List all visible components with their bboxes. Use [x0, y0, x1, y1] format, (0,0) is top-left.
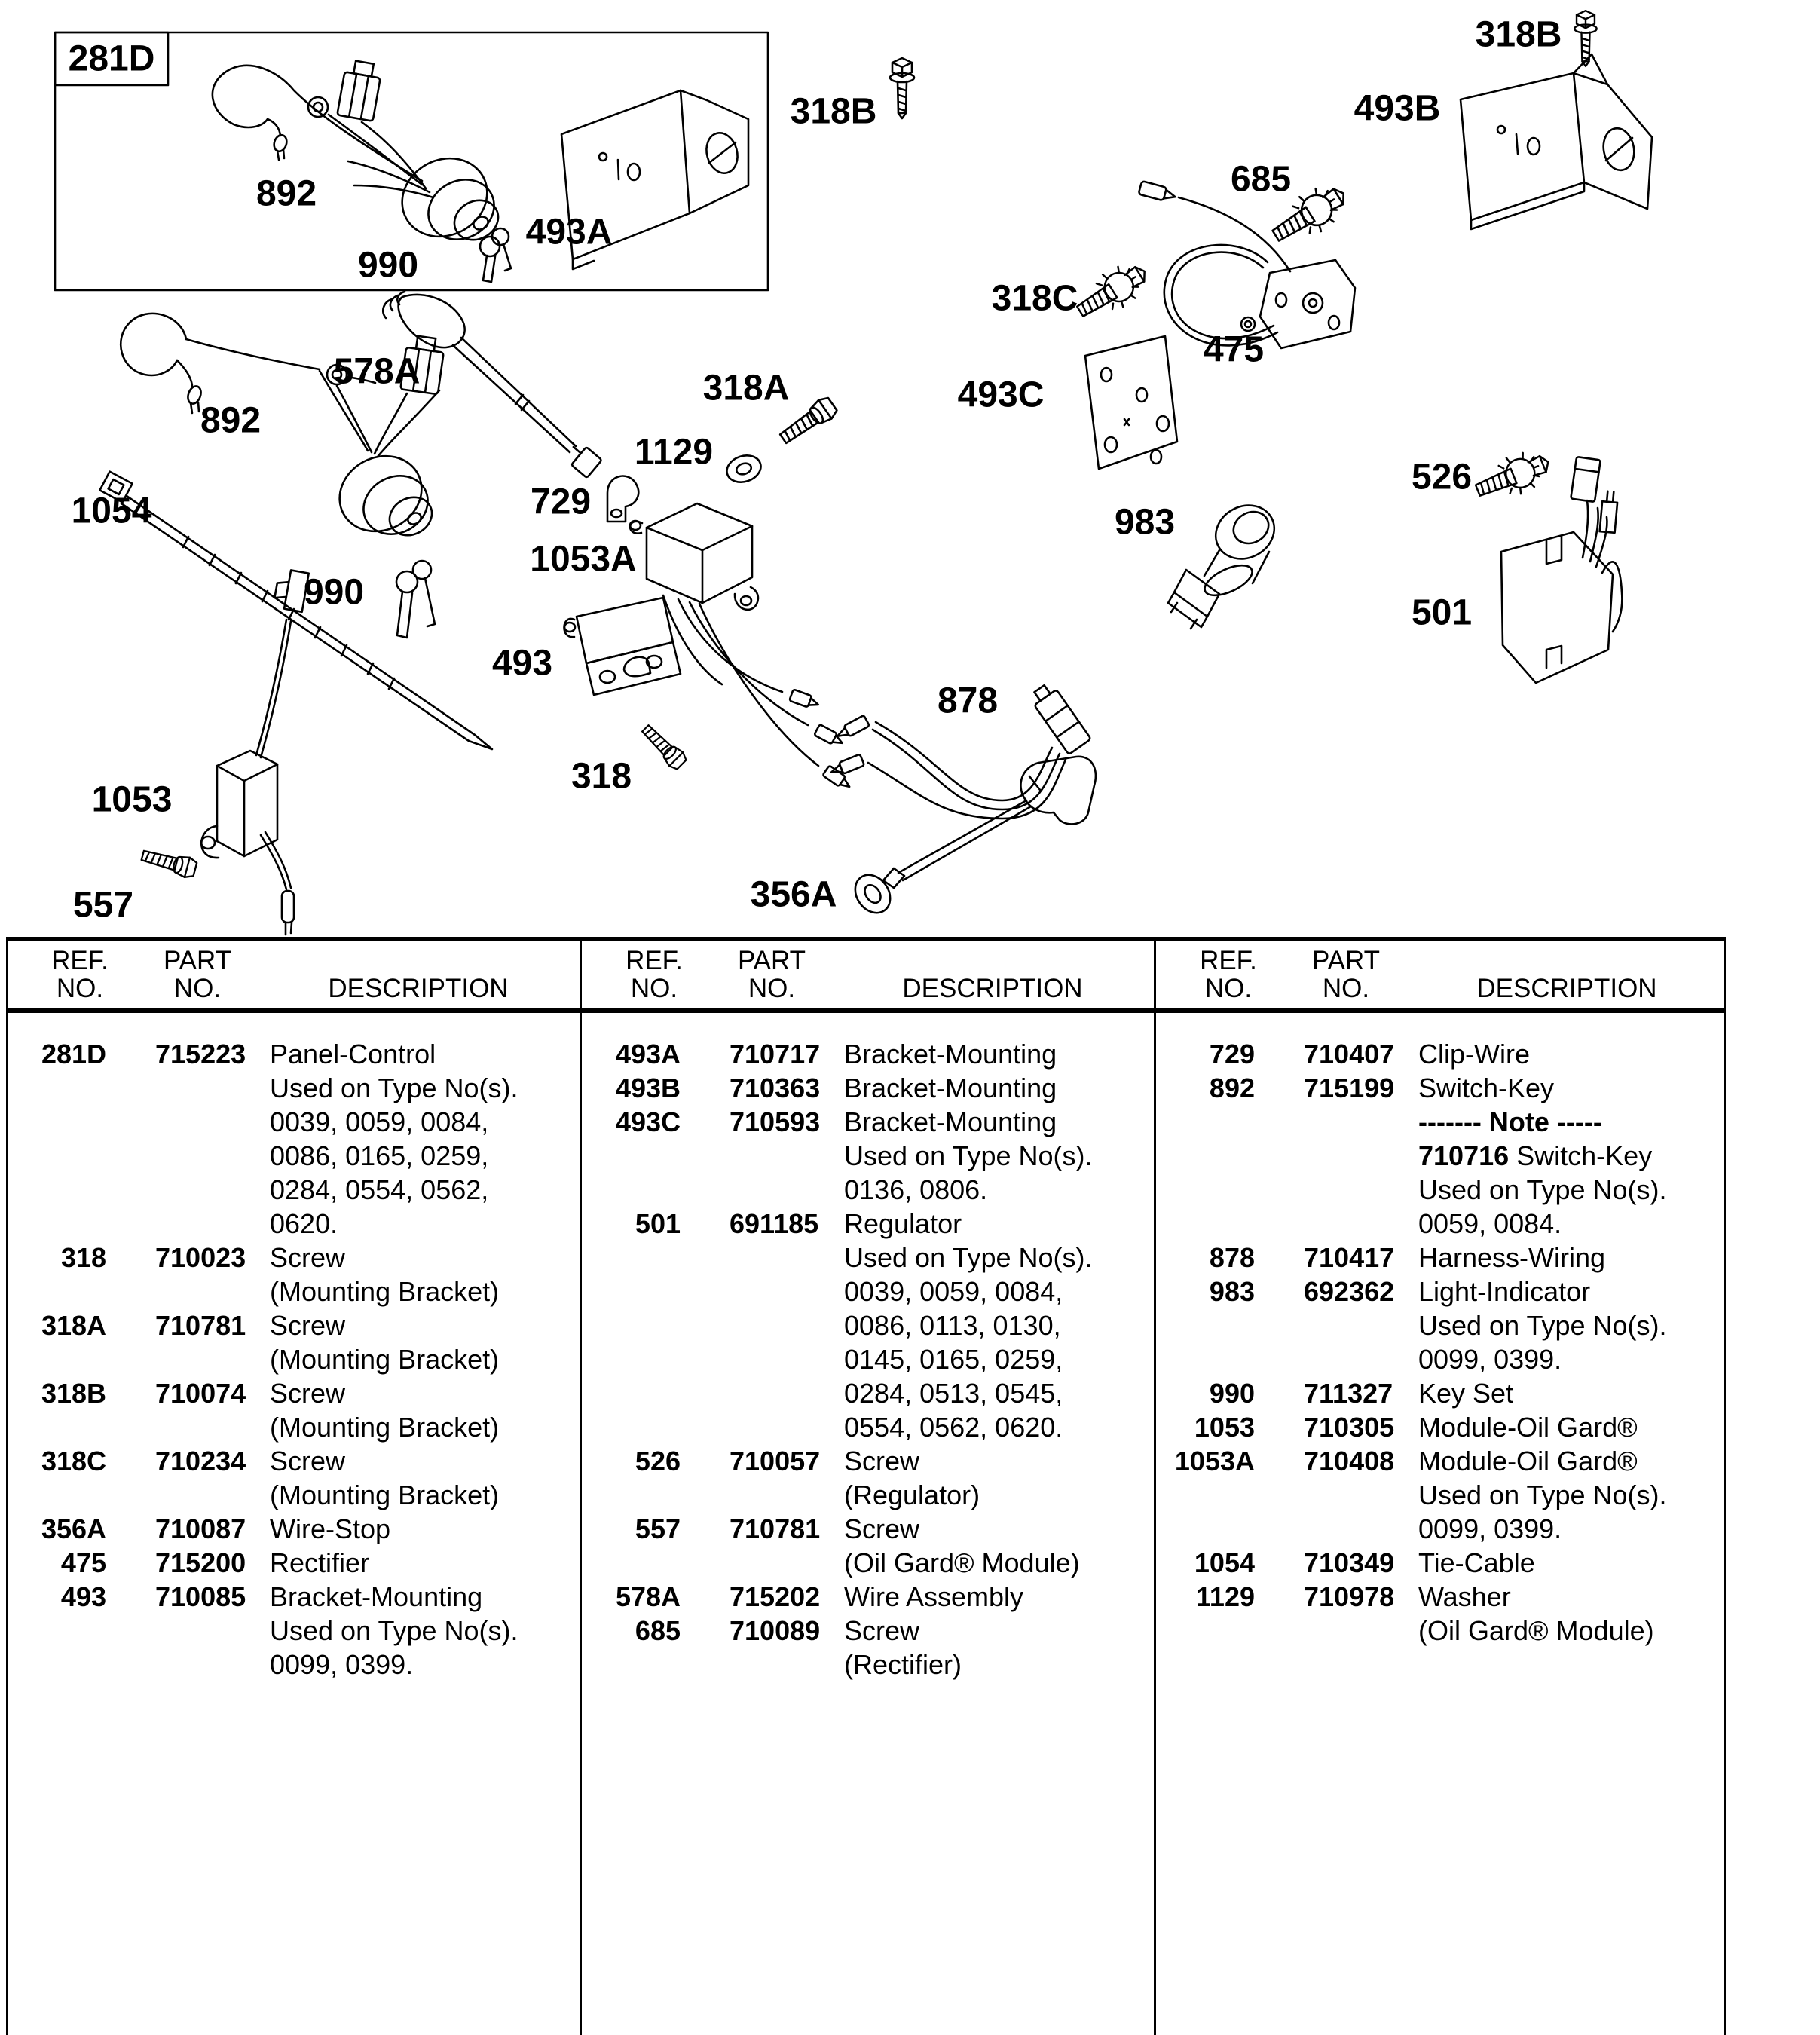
- bracket-mounting-493C-illustration: [1085, 336, 1177, 469]
- table-row: ------- Note -----: [1418, 1106, 1602, 1137]
- clip-wire-729-illustration: [607, 476, 638, 522]
- callout-475: 475: [1203, 329, 1265, 370]
- exploded-parts-illustration: [0, 0, 1820, 942]
- table-row: Used on Type No(s).: [1418, 1480, 1667, 1510]
- table-row: Used on Type No(s).: [1418, 1174, 1667, 1205]
- table-row: (Mounting Bracket): [270, 1412, 500, 1443]
- table-row: 0145, 0165, 0259,: [844, 1344, 1063, 1375]
- table-top-rule: [6, 937, 1726, 941]
- module-oil-gard-1053-illustration: [201, 568, 309, 935]
- table-header-rule: [6, 1008, 1726, 1013]
- callout-1054: 1054: [71, 491, 152, 531]
- table-row: 0136, 0806.: [844, 1174, 988, 1205]
- callout-578A: 578A: [333, 351, 421, 392]
- table-row: 0554, 0562, 0620.: [844, 1412, 1063, 1443]
- table-row: (Oil Gard® Module): [1418, 1615, 1654, 1646]
- table-row: 501 691185 Regulator: [635, 1208, 962, 1239]
- header-description-3: DESCRIPTION: [1476, 974, 1657, 1003]
- table-row: 1053A 710408 Module-Oil Gard®: [1174, 1446, 1638, 1477]
- table-row: 0099, 0399.: [1418, 1513, 1562, 1544]
- table-row: 0620.: [270, 1208, 338, 1239]
- table-row: 557 710781 Screw: [635, 1513, 920, 1544]
- header-ref-no-3: REF. NO.: [1200, 946, 1257, 1003]
- table-row: (Regulator): [844, 1480, 980, 1510]
- table-row: 578A 715202 Wire Assembly: [615, 1581, 1024, 1612]
- table-row: 0039, 0059, 0084,: [270, 1106, 489, 1137]
- table-row: 493C 710593 Bracket-Mounting: [615, 1106, 1057, 1137]
- table-row: 1053 710305 Module-Oil Gard®: [1194, 1412, 1638, 1443]
- header-ref-no-2: REF. NO.: [626, 946, 683, 1003]
- header-description-1: DESCRIPTION: [328, 974, 509, 1003]
- table-row: 892 715199 Switch-Key: [1209, 1073, 1555, 1103]
- header-part-no-1: PART NO.: [163, 946, 232, 1003]
- table-row: 878 710417 Harness-Wiring: [1209, 1242, 1606, 1273]
- table-row: (Mounting Bracket): [270, 1276, 500, 1307]
- callout-318A: 318A: [702, 368, 790, 409]
- table-row: 356A 710087 Wire-Stop: [41, 1513, 391, 1544]
- table-row: Used on Type No(s).: [1418, 1310, 1667, 1341]
- callout-983: 983: [1114, 502, 1176, 543]
- callout-493A: 493A: [525, 212, 613, 252]
- screw-557-illustration: [140, 846, 198, 880]
- callout-685: 685: [1230, 159, 1292, 200]
- table-row: Used on Type No(s).: [270, 1073, 518, 1103]
- table-row: 318B 710074 Screw: [41, 1378, 346, 1409]
- screw-318C-illustration: [1070, 255, 1155, 328]
- table-row: 0284, 0554, 0562,: [270, 1174, 489, 1205]
- table-row: 0086, 0165, 0259,: [270, 1140, 489, 1171]
- table-row: 710716 Switch-Key: [1418, 1140, 1653, 1171]
- table-row: 0059, 0084.: [1418, 1208, 1562, 1239]
- table-row: (Mounting Bracket): [270, 1344, 500, 1375]
- table-row: 1054 710349 Tie-Cable: [1194, 1547, 1535, 1578]
- table-row: 0086, 0113, 0130,: [844, 1310, 1061, 1341]
- table-row: 526 710057 Screw: [635, 1446, 920, 1477]
- screw-526-illustration: [1470, 444, 1555, 508]
- callout-493B: 493B: [1354, 88, 1441, 129]
- table-row: 318A 710781 Screw: [41, 1310, 346, 1341]
- callout-356A: 356A: [750, 874, 837, 915]
- callout-318B-left: 318B: [790, 91, 877, 132]
- table-row: 729 710407 Clip-Wire: [1209, 1039, 1530, 1070]
- table-row: 983 692362 Light-Indicator: [1209, 1276, 1591, 1307]
- callout-557: 557: [72, 885, 134, 926]
- table-row: 318 710023 Screw: [60, 1242, 346, 1273]
- table-row: 990 711327 Key Set: [1209, 1378, 1514, 1409]
- bracket-mounting-493B-illustration: [1461, 54, 1652, 229]
- table-row: 685 710089 Screw: [635, 1615, 920, 1646]
- callout-318C: 318C: [991, 278, 1078, 319]
- table-row: 475 715200 Rectifier: [60, 1547, 370, 1578]
- table-right-border: [1724, 937, 1726, 2035]
- callout-1053: 1053: [91, 779, 173, 820]
- table-row: 493B 710363 Bracket-Mounting: [615, 1073, 1057, 1103]
- table-row: 493A 710717 Bracket-Mounting: [615, 1039, 1057, 1070]
- table-row: (Mounting Bracket): [270, 1480, 500, 1510]
- table-row: (Rectifier): [844, 1649, 962, 1680]
- table-row: 0039, 0059, 0084,: [844, 1276, 1063, 1307]
- table-row: 0099, 0399.: [270, 1649, 414, 1680]
- table-row: Used on Type No(s).: [844, 1140, 1093, 1171]
- wire-stop-356A-illustration: [848, 757, 1096, 920]
- parts-table-column-2: [580, 1039, 1149, 1683]
- callout-318B-right: 318B: [1475, 14, 1562, 55]
- table-row: 493 710085 Bracket-Mounting: [60, 1581, 483, 1612]
- regulator-501-illustration: [1501, 457, 1622, 683]
- table-row: 281D 715223 Panel-Control: [41, 1039, 436, 1070]
- header-part-no-2: PART NO.: [737, 946, 806, 1003]
- table-row: 1129 710978 Washer: [1195, 1581, 1511, 1612]
- washer-1129-illustration: [723, 451, 764, 487]
- table-row: 0099, 0399.: [1418, 1344, 1562, 1375]
- callout-990: 990: [303, 572, 365, 613]
- callout-1053A: 1053A: [530, 539, 637, 580]
- header-description-2: DESCRIPTION: [902, 974, 1083, 1003]
- callout-501: 501: [1411, 592, 1473, 633]
- parts-table-column-3: [1155, 1039, 1724, 1649]
- callout-729: 729: [530, 482, 592, 522]
- callout-892-boxed: 892: [255, 173, 317, 214]
- callout-1129: 1129: [634, 432, 714, 473]
- callout-493C: 493C: [957, 375, 1045, 415]
- callout-318: 318: [570, 756, 632, 797]
- rectifier-475-illustration: [1139, 181, 1355, 348]
- callout-990-boxed: 990: [357, 245, 419, 286]
- table-row: (Oil Gard® Module): [844, 1547, 1080, 1578]
- table-row: 318C 710234 Screw: [41, 1446, 346, 1477]
- header-part-no-3: PART NO.: [1311, 946, 1381, 1003]
- parts-table-column-1: [6, 1039, 575, 1683]
- table-row: Used on Type No(s).: [844, 1242, 1093, 1273]
- callout-493: 493: [491, 643, 553, 684]
- callout-892: 892: [200, 400, 262, 441]
- callout-281D-inset: 281D: [68, 38, 155, 79]
- bracket-mounting-493-illustration: [564, 598, 681, 695]
- screw-318B-left-illustration: [890, 58, 914, 118]
- header-ref-no-1: REF. NO.: [51, 946, 109, 1003]
- table-row: Used on Type No(s).: [270, 1615, 518, 1646]
- callout-878: 878: [937, 681, 999, 721]
- table-row: 0284, 0513, 0545,: [844, 1378, 1063, 1409]
- light-indicator-983-illustration: [1168, 495, 1283, 629]
- screw-318-illustration: [638, 721, 688, 771]
- callout-526: 526: [1411, 457, 1473, 497]
